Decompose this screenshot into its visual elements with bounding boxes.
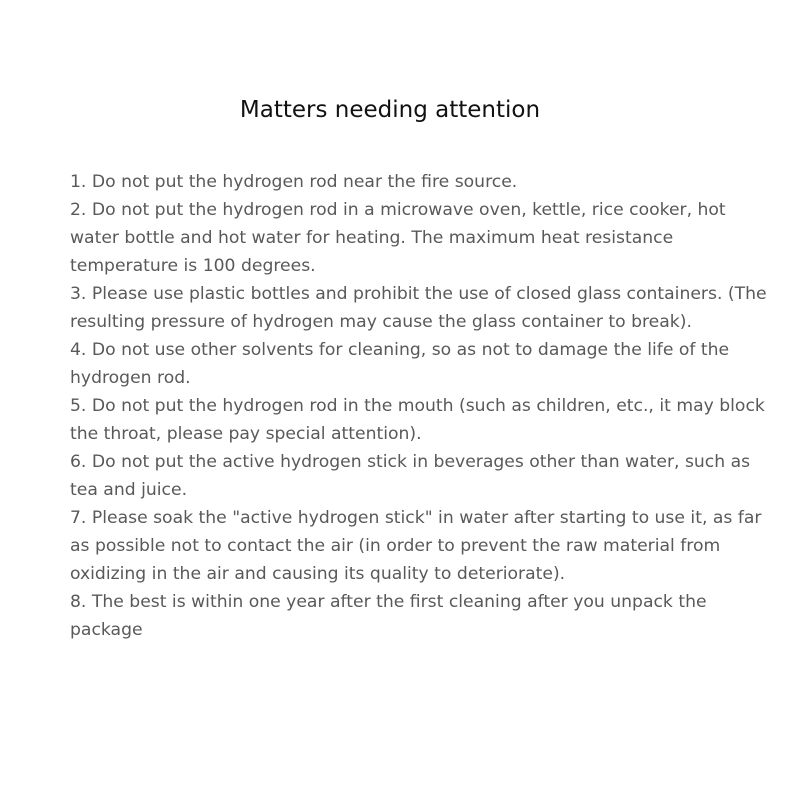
attention-item-6: 6. Do not put the active hydrogen stick in beverages other than water, such as tea and juice. (70, 452, 751, 500)
attention-item-5: 5. Do not put the hydrogen rod in the mouth (such as children, etc., it may block the throat, please pay special attention). (70, 396, 765, 444)
attention-item-7: 7. Please soak the "active hydrogen stick" in water after starting to use it, as far as possible not to contact the air (in order to prevent the raw material from oxidizing in the air and causing its quality to deteriorate). (70, 508, 762, 584)
attention-item-3: 3. Please use plastic bottles and prohibit the use of closed glass containers. (The resulting pressure of hydrogen may cause the glass container to break). (70, 284, 767, 332)
attention-list (70, 168, 780, 644)
page-title: Matters needing attention (239, 97, 541, 123)
attention-item-8: 8. The best is within one year after the first cleaning after you unpack the package (70, 592, 707, 640)
attention-item-4: 4. Do not use other solvents for cleaning, so as not to damage the life of the hydrogen rod. (70, 340, 730, 388)
attention-item-1: 1. Do not put the hydrogen rod near the fire source. (70, 172, 518, 192)
attention-item-2: 2. Do not put the hydrogen rod in a microwave oven, kettle, rice cooker, hot water bottle and hot water for heating. The maximum heat resistance temperature is 100 degrees. (70, 200, 726, 276)
